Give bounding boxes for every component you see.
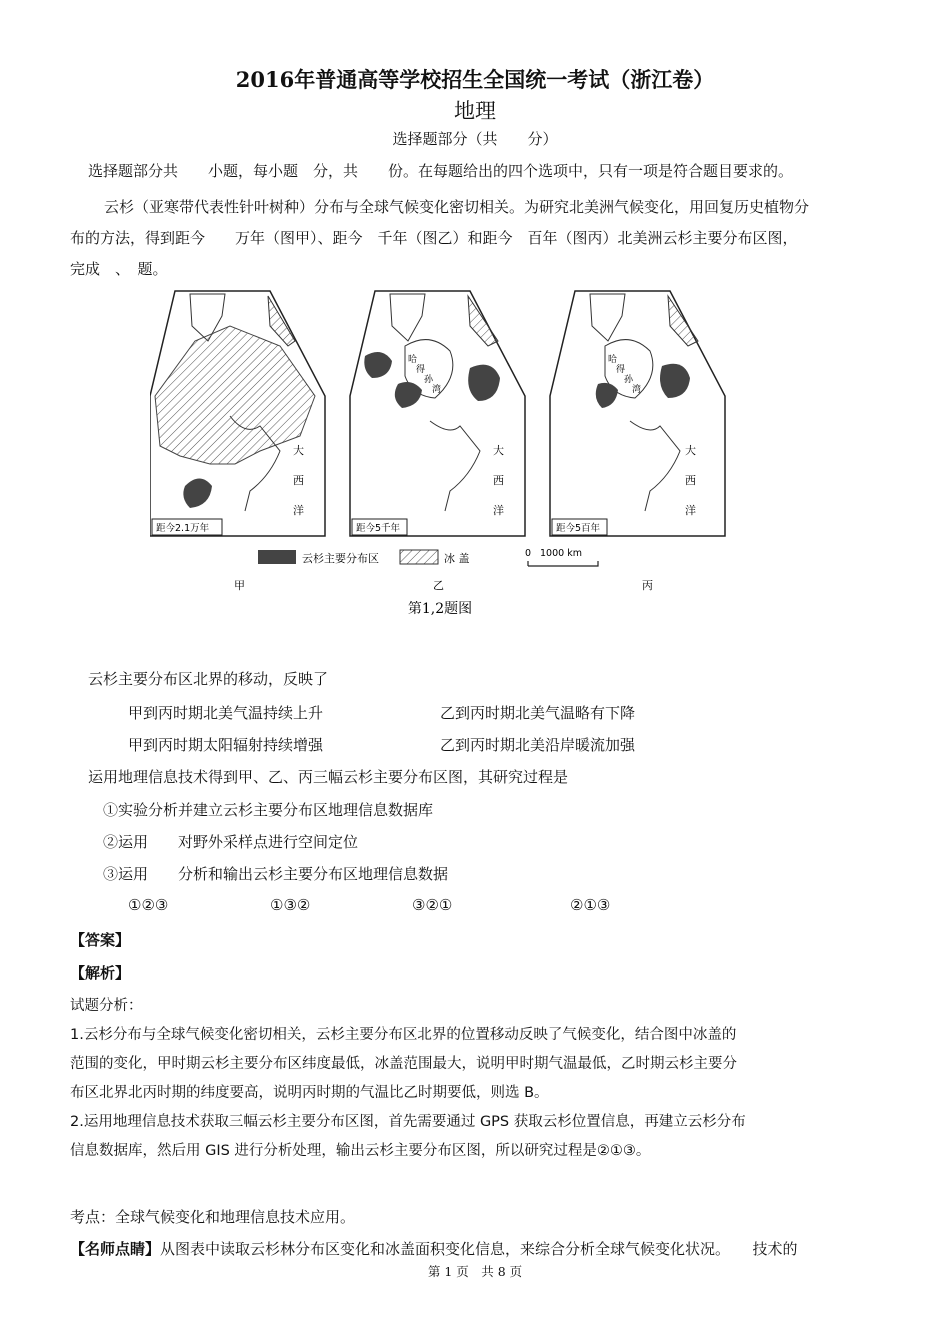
map-period: 距今5千年 <box>356 523 401 534</box>
map-yi <box>350 291 525 536</box>
ocean-label: 大 <box>293 444 304 457</box>
tip-text: 从图表中读取云杉林分布区变化和冰盖面积变化信息，来综合分析全球气候变化状况。 技术的 <box>160 1240 798 1258</box>
q2-step: ②运用 对野外采样点进行空间定位 <box>103 833 359 851</box>
legend-spruce-label: 云杉主要分布区 <box>302 552 379 565</box>
map-period: 距今5百年 <box>556 523 601 534</box>
analysis-line: 范围的变化，甲时期云杉主要分布区纬度最低，冰盖范围最大，说明甲时期气温最低，乙时期云杉主要分 <box>70 1056 737 1072</box>
analysis-line: 布区北界北丙时期的纬度要高，说明丙时期的气温比乙时期要低，则选 B。 <box>70 1085 549 1101</box>
q1-option: 甲到丙时期北美气温持续上升 <box>128 704 324 722</box>
bay-label: 湾 <box>632 385 642 395</box>
scale-label: 1000 km <box>540 548 582 559</box>
test-point: 考点：全球气候变化和地理信息技术应用。 <box>70 1208 356 1226</box>
legend-ice-swatch <box>400 550 438 564</box>
bay-label: 哈 <box>608 355 618 365</box>
bay-label: 哈 <box>408 355 418 365</box>
q2-option: ①②③ <box>128 896 169 914</box>
instructions: 选择题部分共 小题，每小题 分，共 份。在每题给出的四个选项中，只有一项是符合题目要求的。 <box>88 162 794 180</box>
ocean-label: 西 <box>293 474 304 487</box>
passage-line: 完成 、 题。 <box>70 260 168 278</box>
bay-label: 得 <box>416 365 426 375</box>
section-title: 选择题部分（共 分） <box>392 130 558 148</box>
map-jia <box>150 291 325 536</box>
analysis-line: 信息数据库，然后用 GIS 进行分析处理，输出云杉主要分布区图，所以研究过程是②①③。 <box>70 1143 651 1159</box>
map-period: 距今2.1万年 <box>156 523 210 534</box>
exam-title: 2016年普通高等学校招生全国统一考试（浙江卷） <box>235 67 715 92</box>
q2-step: ①实验分析并建立云杉主要分布区地理信息数据库 <box>103 801 434 819</box>
map-figure <box>150 286 730 626</box>
figure-caption: 第1,2题图 <box>407 601 473 617</box>
q2-option: ③②① <box>412 896 453 914</box>
passage-line: 云杉（亚寒带代表性针叶树种）分布与全球气候变化密切相关。为研究北美洲气候变化，用回复历史植物分 <box>104 198 810 216</box>
page-footer: 第 1 页 共 8 页 <box>427 1264 523 1279</box>
q2-option: ②①③ <box>570 896 611 914</box>
analysis-line: 2.运用地理信息技术获取三幅云杉主要分布区图，首先需要通过 GPS 获取云杉位置信息，再建立云杉分布 <box>70 1114 746 1130</box>
analysis-intro: 试题分析： <box>70 998 143 1014</box>
scale-zero: 0 <box>525 548 532 559</box>
bay-label: 孙 <box>424 375 434 385</box>
map-bing <box>550 291 725 536</box>
bay-label: 孙 <box>624 375 634 385</box>
ocean-label: 洋 <box>493 504 504 517</box>
legend-spruce-swatch <box>258 550 296 564</box>
analysis-line: 1.云杉分布与全球气候变化密切相关，云杉主要分布区北界的位置移动反映了气候变化，结合图中冰盖的 <box>70 1027 737 1043</box>
answer-label: 【答案】 <box>70 931 131 949</box>
ocean-label: 大 <box>493 444 504 457</box>
q1-option: 乙到丙时期北美气温略有下降 <box>440 704 636 722</box>
q1-option: 甲到丙时期太阳辐射持续增强 <box>128 736 324 754</box>
bay-label: 得 <box>616 365 626 375</box>
q2-option: ①③② <box>270 896 311 914</box>
map-label: 丙 <box>642 579 653 592</box>
q1-stem: 云杉主要分布区北界的移动，反映了 <box>88 670 329 688</box>
subject-title: 地理 <box>454 99 496 123</box>
bay-label: 湾 <box>432 385 442 395</box>
q2-stem: 运用地理信息技术得到甲、乙、丙三幅云杉主要分布区图，其研究过程是 <box>88 768 569 786</box>
q1-option: 乙到丙时期北美沿岸暖流加强 <box>440 736 636 754</box>
map-label: 甲 <box>234 579 245 592</box>
passage-line: 布的方法，得到距今 万年（图甲）、距今 千年（图乙）和距今 百年（图丙）北美洲云杉主要分布区图， <box>70 229 798 247</box>
map-label: 乙 <box>433 579 444 592</box>
ocean-label: 西 <box>493 474 504 487</box>
ocean-label: 大 <box>685 444 696 457</box>
tip-label: 【名师点睛】 <box>70 1240 161 1258</box>
q2-step: ③运用 分析和输出云杉主要分布区地理信息数据 <box>103 865 449 883</box>
ocean-label: 洋 <box>685 504 696 517</box>
ocean-label: 西 <box>685 474 696 487</box>
legend-ice-label: 冰 盖 <box>444 552 470 565</box>
scale-bar <box>528 561 598 566</box>
teacher-tip <box>70 1238 798 1259</box>
ocean-label: 洋 <box>293 504 304 517</box>
analysis-label: 【解析】 <box>70 964 131 982</box>
